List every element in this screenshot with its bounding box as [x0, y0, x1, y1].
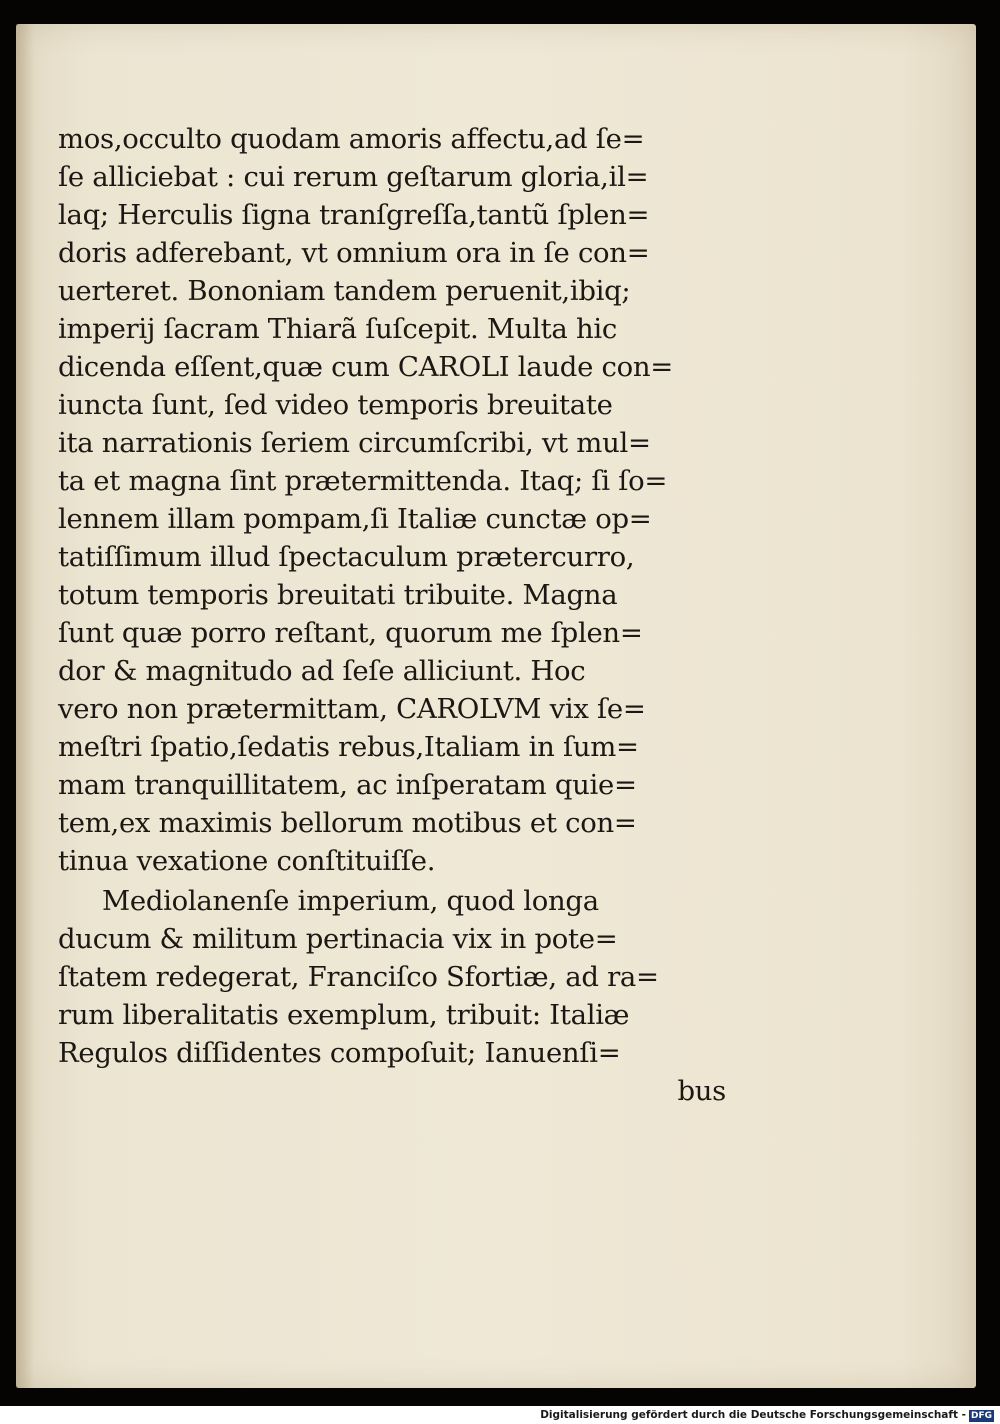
funding-credit	[540, 1408, 994, 1422]
text-line: ſtatem redegerat, Franciſco Sfortiæ, ad ra=	[58, 961, 659, 993]
text-line: meſtri ſpatio,ſedatis rebus,Italiam in ſum=	[58, 731, 639, 763]
text-line: imperij ſacram Thiarã ſuſcepit. Multa hic	[58, 313, 617, 345]
text-line: mam tranquillitatem, ac inſperatam quie=	[58, 769, 637, 801]
text-line: ita narrationis ſeriem circumſcribi, vt mul=	[58, 427, 651, 459]
text-line: dor & magnitudo ad ſeſe alliciunt. Hoc	[58, 655, 586, 687]
text-line: ta et magna ſint prætermittenda. Itaq; ſi ſo=	[58, 465, 668, 497]
page-shadow	[16, 24, 34, 1388]
text-line: doris adferebant, vt omnium ora in ſe con=	[58, 237, 650, 269]
text-line: laq; Herculis ſigna tranſgreſſa,tantũ ſplen=	[58, 199, 650, 231]
text-line: totum temporis breuitati tribuite. Magna	[58, 579, 618, 611]
text-line: ſe alliciebat : cui rerum geſtarum gloria,il=	[58, 161, 649, 193]
paragraph-start-line: Mediolanenſe imperium, quod longa	[102, 885, 599, 917]
funding-credit-text: Digitalisierung gefördert durch die Deutsche Forschungsgemeinschaft -	[540, 1409, 966, 1421]
text-line: uerteret. Bononiam tandem peruenit,ibiq;	[58, 275, 631, 307]
text-line: rum liberalitatis exemplum, tribuit: Italiæ	[58, 999, 630, 1031]
text-line: ducum & militum pertinacia vix in pote=	[58, 923, 618, 955]
digitization-footer	[0, 1406, 1000, 1424]
text-line: mos,occulto quodam amoris affectu,ad ſe=	[58, 123, 645, 155]
text-line: Regulos diſſidentes compoſuit; Ianuenſi=	[58, 1037, 621, 1069]
text-line: dicenda eſſent,quæ cum CAROLI laude con=	[58, 351, 674, 383]
catchword: bus	[677, 1075, 726, 1107]
text-line: tatiſſimum illud ſpectaculum prætercurro,	[58, 541, 635, 573]
text-line: tem,ex maximis bellorum motibus et con=	[58, 807, 637, 839]
text-line: iuncta ſunt, ſed video temporis breuitate	[58, 389, 613, 421]
text-line: ſunt quæ porro reſtant, quorum me ſplen=	[58, 617, 643, 649]
dfg-logo: DFG	[970, 1411, 992, 1421]
text-line: vero non prætermittam, CAROLVM vix ſe=	[58, 693, 646, 725]
text-line: tinua vexatione conſtituiſſe.	[58, 845, 436, 877]
book-page	[16, 24, 976, 1388]
text-line: lennem illam pompam,ſi Italiæ cunctæ op=	[58, 503, 652, 535]
